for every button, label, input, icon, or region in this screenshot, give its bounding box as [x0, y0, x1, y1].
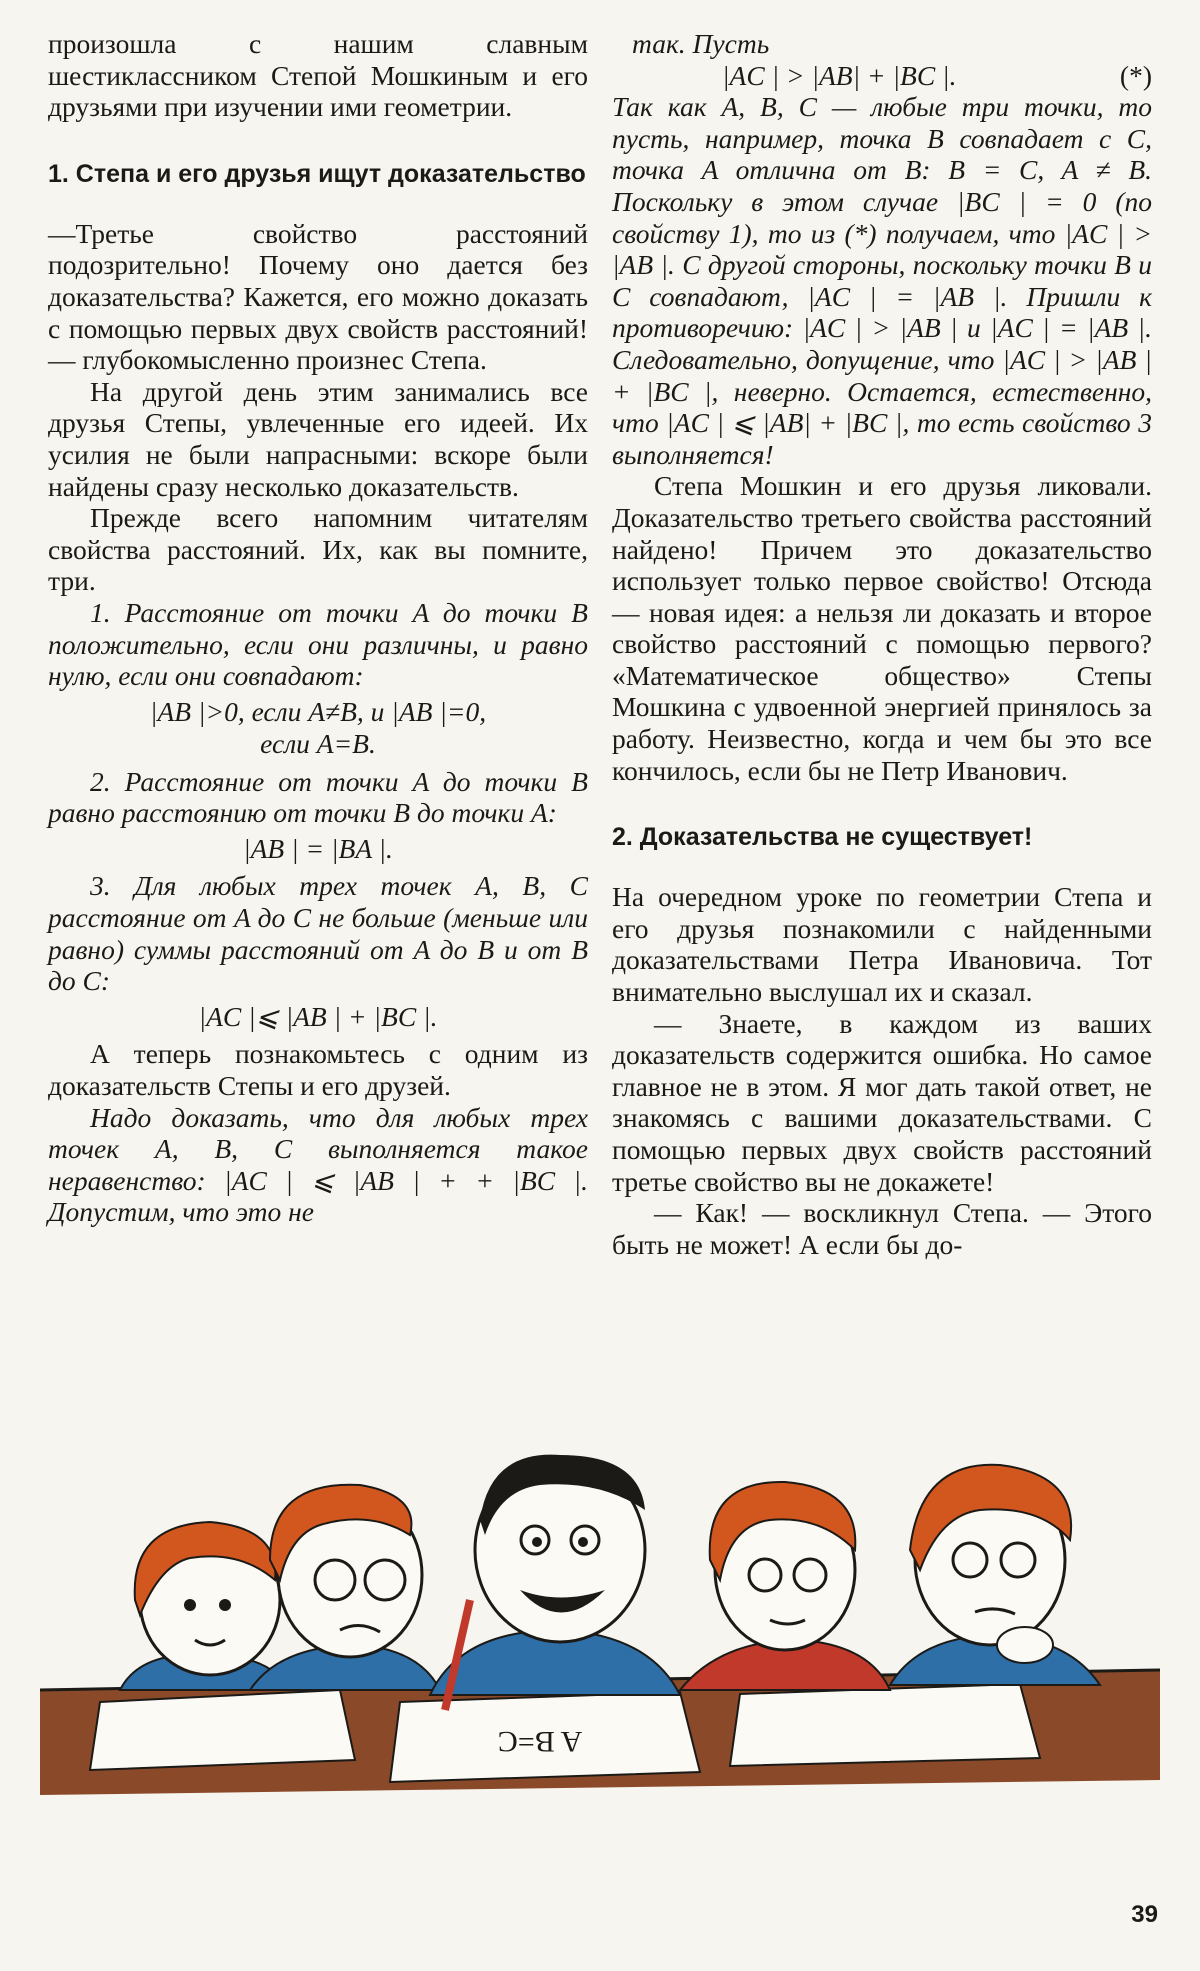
formula-line: |AB |>0, если A≠B, и |AB |=0,	[149, 695, 487, 727]
formula-property-1	[48, 696, 588, 760]
formula-property-2: |AB | = |BA |.	[243, 832, 393, 864]
property-1: 1. Расстояние от точки A до точки B положительно, если они различны, и равно нулю, если они совпадают:	[48, 596, 588, 692]
section-heading-1: 1. Степа и его друзья ищут доказательство	[48, 159, 586, 188]
paragraph: — Как! — воскликнул Степа. — Этого быть не может! А если бы до-	[612, 1197, 1152, 1260]
proof-paragraph: Так как A, B, C — любые три точки, то пусть, например, точка B совпадает с C, точка A отлична от B: B = C, A ≠ B. Поскольку в этом случае |BC | = 0 (по свойству 1), то из (*) получаем, что |AC | > |AB |. С другой стороны, поскольку точки B и C совпадают, |AC | = |AB |. Пришли к противоречию: |AC | > |AB | и |AC | = |AB |. Следовательно, допущение, что |AC | > |AB | + |BC |, неверно. Остается, естественно, что |AC | ⩽ |AB| + |BC |, то есть свойство 3 выполняется!	[612, 91, 1152, 470]
paper-right	[730, 1684, 1040, 1766]
paragraph-continuation: так. Пусть	[632, 28, 770, 59]
page-number: 39	[1131, 1901, 1158, 1928]
paper-left	[90, 1690, 355, 1770]
formula-star-expression: |AC | > |AB| + |BC |.	[722, 59, 957, 91]
right-column	[612, 28, 1152, 1260]
kid-5-hand	[997, 1627, 1053, 1663]
paragraph: —Третье свойство расстояний подозрительно! Почему оно дается без доказательства? Кажется, его можно доказать с помощью первых двух свойств расстояний! — глубокомысленно произнес Степа.	[48, 217, 588, 376]
paragraph: На очередном уроке по геометрии Степа и его друзья познакомили с найденными доказательствами Петра Ивановича. Тот внимательно выслушал их и сказал.	[612, 881, 1152, 1008]
intro-paragraph: произошла с нашим славным шестиклассником Степой Мошкиным и его друзьями при изучении ими геометрии.	[48, 28, 588, 123]
formula-property-3: |AC |⩽ |AB | + |BC |.	[198, 1000, 438, 1032]
property-2: 2. Расстояние от точки A до точки B равно расстоянию от точки B до точки A:	[48, 765, 588, 829]
illustration-kids-at-desk	[40, 1440, 1160, 1800]
paragraph: Прежде всего напомним читателям свойства расстояний. Их, как вы помните, три.	[48, 502, 588, 597]
formula-line: если A=B.	[260, 727, 376, 759]
paragraph: — Знаете, в каждом из ваших доказательств содержится ошибка. Но самое главное не в этом. Я мог дать такой ответ, не знакомясь с вашими доказательствами. С помощью первых двух свойств расстояний третье свойство вы не докажете!	[612, 1007, 1152, 1197]
paragraph: На другой день этим занимались все друзья Степы, увлеченные его идеей. Их усилия не были напрасными: вскоре были найдены сразу несколько доказательств.	[48, 375, 588, 502]
section-heading-2: 2. Доказательства не существует!	[612, 823, 1033, 852]
paragraph: Надо доказать, что для любых трех точек A, B, C выполняется такое неравенство: |AC | ⩽ |AB | + + |BC |. Допустим, что это не	[48, 1101, 588, 1228]
formula-star	[612, 60, 1152, 92]
formula-star-mark: (*)	[1119, 59, 1152, 91]
left-column	[48, 28, 588, 1228]
paper-text: A B=C	[497, 1725, 583, 1758]
paragraph: Степа Мошкин и его друзья ликовали. Доказательство третьего свойства расстояний найдено! Причем это доказательство использует только первое свойство! Отсюда — новая идея: а нельзя ли доказать и второе свойство расстояний с помощью первого? «Математическое общество» Степы Мошкина с удвоенной энергией принялось за работу. Неизвестно, когда и чем бы это все кончилось, если бы не Петр Иванович.	[612, 470, 1152, 786]
paragraph: А теперь познакомьтесь с одним из доказательств Степы и его друзей.	[48, 1038, 588, 1102]
property-3: 3. Для любых трех точек A, B, C расстояние от A до C не больше (меньше или равно) суммы расстояний от A до B и от B до C:	[48, 870, 588, 997]
